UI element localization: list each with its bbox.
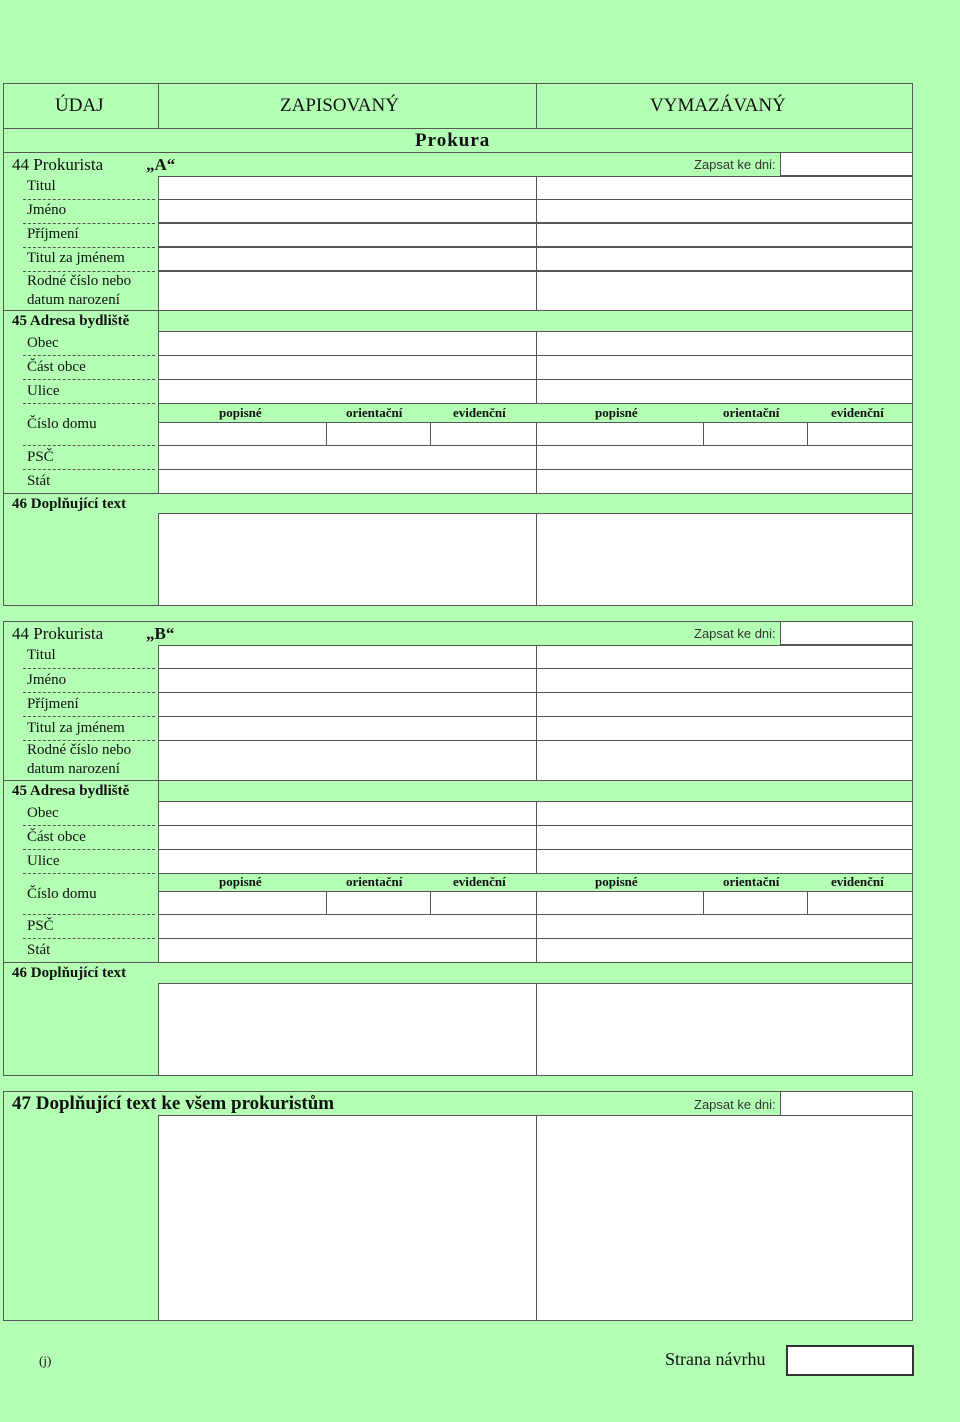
ulice-zapisovany[interactable] bbox=[158, 379, 537, 404]
label-titul: Titul bbox=[27, 647, 56, 663]
ulice-zapisovany[interactable] bbox=[158, 849, 537, 874]
prijmeni-vymazavany[interactable] bbox=[536, 223, 913, 247]
label-rodne-cislo: Rodné číslo nebo bbox=[27, 742, 132, 758]
strana-navrhu-input[interactable] bbox=[786, 1345, 914, 1376]
cast-obce-vymazavany[interactable] bbox=[536, 825, 913, 850]
popisne-vym-input[interactable] bbox=[536, 422, 704, 446]
doplnujici-vsem-zapisovany[interactable] bbox=[158, 1115, 537, 1321]
cislo-domu-header bbox=[158, 403, 913, 423]
doplnujici-zapisovany[interactable] bbox=[158, 983, 537, 1076]
popisne-zap-input[interactable] bbox=[158, 422, 327, 446]
col-evidencni-vym: evidenční bbox=[831, 874, 884, 889]
col-orientacni-vym: orientační bbox=[723, 874, 780, 889]
zapsat-ke-dni-input[interactable] bbox=[780, 152, 913, 176]
col-popisne-zap: popisné bbox=[219, 405, 262, 420]
evidencni-vym-input[interactable] bbox=[807, 891, 913, 915]
titul-za-vymazavany[interactable] bbox=[536, 247, 913, 271]
label-datum-narozeni: datum narození bbox=[27, 292, 120, 308]
label-ulice: Ulice bbox=[27, 853, 60, 869]
titul-vymazavany[interactable] bbox=[536, 645, 913, 669]
label-jmeno: Jméno bbox=[27, 202, 67, 218]
zapsat-ke-dni-label-b: Zapsat ke dni: bbox=[694, 626, 776, 641]
col-orientacni-zap: orientační bbox=[346, 874, 403, 889]
popisne-vym-input[interactable] bbox=[536, 891, 704, 915]
label-stat: Stát bbox=[27, 942, 51, 958]
orientacni-vym-input[interactable] bbox=[703, 422, 808, 446]
label-titul: Titul bbox=[27, 178, 56, 194]
label-cast-obce: Část obce bbox=[27, 829, 86, 845]
doplnujici-vsem-title: 47 Doplňující text ke všem prokuristům bbox=[12, 1093, 335, 1114]
label-prijmeni: Příjmení bbox=[27, 696, 79, 712]
titul-vymazavany[interactable] bbox=[536, 176, 913, 200]
header-vymazavany: VYMAZÁVANÝ bbox=[650, 95, 786, 116]
obec-vymazavany[interactable] bbox=[536, 801, 913, 826]
label-datum-narozeni: datum narození bbox=[27, 761, 120, 777]
header-divider-1 bbox=[158, 83, 159, 129]
jmeno-zapisovany[interactable] bbox=[158, 668, 537, 693]
stat-zapisovany[interactable] bbox=[158, 469, 537, 494]
label-cislo-domu: Číslo domu bbox=[27, 416, 97, 432]
col-orientacni-zap: orientační bbox=[346, 405, 403, 420]
obec-zapisovany[interactable] bbox=[158, 801, 537, 826]
section-title: Prokura bbox=[415, 130, 491, 151]
label-doplnujici-text: 46 Doplňující text bbox=[12, 496, 127, 512]
col-evidencni-zap: evidenční bbox=[453, 405, 506, 420]
prokurista-a-letter: „A“ bbox=[146, 155, 176, 174]
psc-vymazavany[interactable] bbox=[536, 914, 913, 939]
popisne-zap-input[interactable] bbox=[158, 891, 327, 915]
strana-navrhu-label: Strana návrhu bbox=[665, 1349, 766, 1369]
stat-zapisovany[interactable] bbox=[158, 938, 537, 963]
stat-vymazavany[interactable] bbox=[536, 938, 913, 963]
label-obec: Obec bbox=[27, 805, 59, 821]
doplnujici-vymazavany[interactable] bbox=[536, 513, 913, 606]
header-udaj: ÚDAJ bbox=[55, 95, 104, 116]
titul-za-zapisovany[interactable] bbox=[158, 247, 537, 271]
section-title-line bbox=[3, 152, 913, 153]
prijmeni-zapisovany[interactable] bbox=[158, 223, 537, 247]
label-jmeno: Jméno bbox=[27, 672, 67, 688]
ulice-vymazavany[interactable] bbox=[536, 379, 913, 404]
label-cislo-domu: Číslo domu bbox=[27, 886, 97, 902]
obec-vymazavany[interactable] bbox=[536, 331, 913, 356]
col-popisne-vym: popisné bbox=[595, 405, 638, 420]
prijmeni-zapisovany[interactable] bbox=[158, 692, 537, 717]
label-stat: Stát bbox=[27, 473, 51, 489]
prokurista-a-title: 44 Prokurista bbox=[12, 155, 104, 174]
orientacni-zap-input[interactable] bbox=[326, 891, 431, 915]
obec-zapisovany[interactable] bbox=[158, 331, 537, 356]
evidencni-vym-input[interactable] bbox=[807, 422, 913, 446]
doplnujici-vymazavany[interactable] bbox=[536, 983, 913, 1076]
label-ulice: Ulice bbox=[27, 383, 60, 399]
label-titul-za-jmenem: Titul za jménem bbox=[27, 720, 125, 736]
col-orientacni-vym: orientační bbox=[723, 405, 780, 420]
psc-vymazavany[interactable] bbox=[536, 445, 913, 470]
prokurista-b-letter: „B“ bbox=[146, 624, 175, 643]
header-divider-2 bbox=[536, 83, 537, 129]
jmeno-vymazavany[interactable] bbox=[536, 668, 913, 693]
col-evidencni-zap: evidenční bbox=[453, 874, 506, 889]
cast-obce-vymazavany[interactable] bbox=[536, 355, 913, 380]
label-doplnujici-text: 46 Doplňující text bbox=[12, 965, 127, 981]
jmeno-vymazavany[interactable] bbox=[536, 199, 913, 223]
zapsat-ke-dni-input-c[interactable] bbox=[780, 1091, 913, 1116]
label-adresa-bydliste: 45 Adresa bydliště bbox=[12, 783, 130, 799]
titul-za-vymazavany[interactable] bbox=[536, 716, 913, 741]
label-cast-obce: Část obce bbox=[27, 359, 86, 375]
doplnujici-vsem-vymazavany[interactable] bbox=[536, 1115, 913, 1321]
zapsat-ke-dni-input-b[interactable] bbox=[780, 621, 913, 645]
orientacni-zap-input[interactable] bbox=[326, 422, 431, 446]
psc-zapisovany[interactable] bbox=[158, 445, 537, 470]
titul-zapisovany[interactable] bbox=[158, 176, 537, 200]
col-popisne-vym: popisné bbox=[595, 874, 638, 889]
prijmeni-vymazavany[interactable] bbox=[536, 692, 913, 717]
evidencni-zap-input[interactable] bbox=[430, 891, 537, 915]
cast-obce-zapisovany[interactable] bbox=[158, 825, 537, 850]
stat-vymazavany[interactable] bbox=[536, 469, 913, 494]
evidencni-zap-input[interactable] bbox=[430, 422, 537, 446]
label-adresa-bydliste: 45 Adresa bydliště bbox=[12, 313, 130, 329]
col-evidencni-vym: evidenční bbox=[831, 405, 884, 420]
cast-obce-zapisovany[interactable] bbox=[158, 355, 537, 380]
rodne-cislo-vymazavany[interactable] bbox=[536, 271, 913, 311]
rodne-cislo-zapisovany[interactable] bbox=[158, 740, 537, 781]
label-psc: PSČ bbox=[27, 449, 54, 465]
prokurista-b-title: 44 Prokurista bbox=[12, 624, 104, 643]
rodne-cislo-zapisovany[interactable] bbox=[158, 271, 537, 311]
zapsat-ke-dni-label: Zapsat ke dni: bbox=[694, 157, 776, 172]
orientacni-vym-input[interactable] bbox=[703, 891, 808, 915]
label-rodne-cislo: Rodné číslo nebo bbox=[27, 273, 132, 289]
doplnujici-zapisovany[interactable] bbox=[158, 513, 537, 606]
psc-zapisovany[interactable] bbox=[158, 914, 537, 939]
jmeno-zapisovany[interactable] bbox=[158, 199, 537, 223]
label-psc: PSČ bbox=[27, 918, 54, 934]
cislo-domu-header-b bbox=[158, 873, 913, 892]
label-obec: Obec bbox=[27, 335, 59, 351]
zapsat-ke-dni-label-c: Zapsat ke dni: bbox=[694, 1097, 776, 1112]
form-code: (j) bbox=[39, 1353, 52, 1368]
titul-zapisovany[interactable] bbox=[158, 645, 537, 669]
header-zapisovany: ZAPISOVANÝ bbox=[280, 95, 399, 116]
label-titul-za-jmenem: Titul za jménem bbox=[27, 250, 125, 266]
col-popisne-zap: popisné bbox=[219, 874, 262, 889]
ulice-vymazavany[interactable] bbox=[536, 849, 913, 874]
rodne-cislo-vymazavany[interactable] bbox=[536, 740, 913, 781]
label-prijmeni: Příjmení bbox=[27, 226, 79, 242]
titul-za-zapisovany[interactable] bbox=[158, 716, 537, 741]
